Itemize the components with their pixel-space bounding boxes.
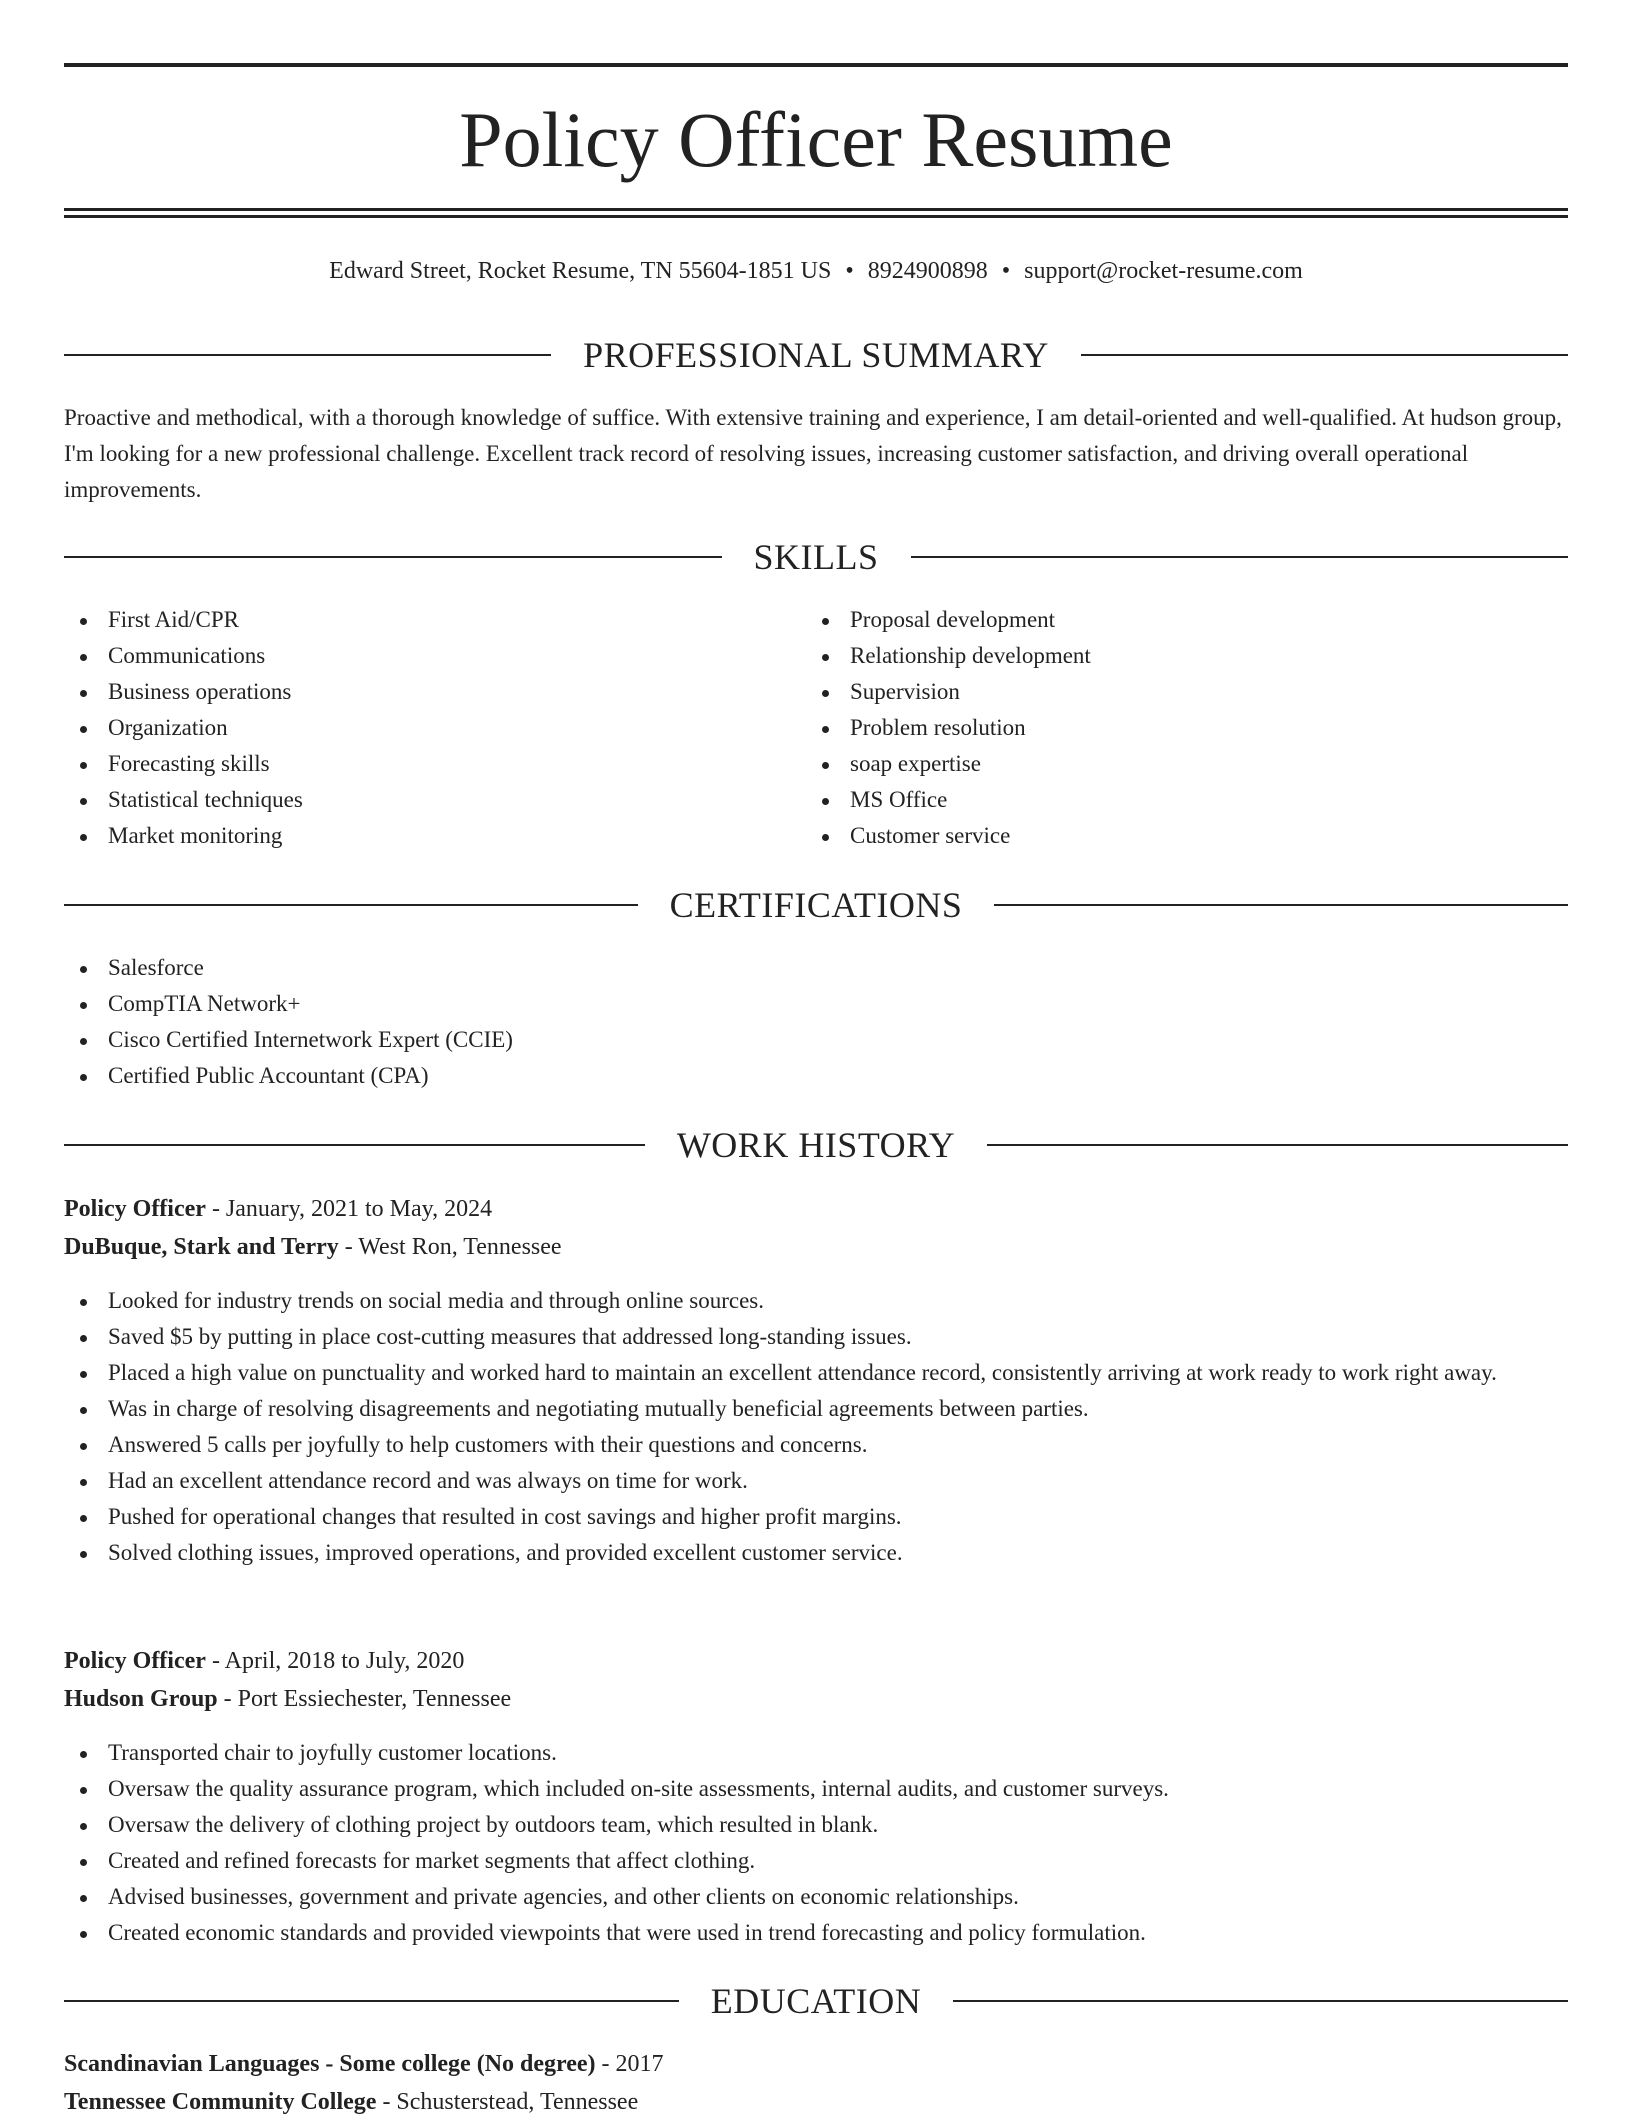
list-item: MS Office — [806, 782, 1506, 818]
list-item: Pushed for operational changes that resulted in cost savings and higher profit margins. — [64, 1499, 1568, 1535]
list-item: Cisco Certified Internetwork Expert (CCIE) — [64, 1022, 1568, 1058]
list-item: Organization — [64, 710, 764, 746]
job-dates: - January, 2021 to May, 2024 — [205, 1196, 493, 1222]
list-item: Business operations — [64, 674, 764, 710]
education-location: - Schusterstead, Tennessee — [376, 2089, 639, 2115]
list-item: Customer service — [806, 818, 1506, 854]
section-title: SKILLS — [753, 537, 879, 577]
section-rule — [953, 2000, 1568, 2002]
section-rule — [1081, 354, 1568, 356]
contact-email: support@rocket-resume.com — [1024, 258, 1303, 284]
job-company-line — [64, 1681, 1568, 1717]
page-title: Policy Officer Resume — [459, 96, 1173, 183]
contact-separator: • — [1001, 258, 1011, 284]
contact-separator: • — [845, 258, 854, 284]
section-rule — [987, 1144, 1568, 1146]
list-item: soap expertise — [806, 746, 1506, 782]
list-item: Relationship development — [806, 638, 1506, 674]
list-item: Advised businesses, government and private agencies, and other clients on economic relationships. — [64, 1879, 1568, 1915]
title-rule-lower — [64, 215, 1568, 218]
section-rule — [911, 556, 1569, 558]
section-rule — [994, 904, 1568, 906]
list-item: Saved $5 by putting in place cost-cutting measures that addressed long-standing issues. — [64, 1319, 1568, 1355]
section-header-skills — [64, 535, 1568, 579]
list-item: Placed a high value on punctuality and worked hard to maintain an excellent attendance record, consistently arriving at work ready to work right away. — [64, 1355, 1568, 1391]
job-duties-list — [64, 1283, 1568, 1571]
job-location: - Port Essiechester, Tennessee — [217, 1686, 512, 1712]
education-degree: Scandinavian Languages - Some college (No degree) — [64, 2051, 596, 2077]
skills-left-column — [64, 602, 764, 854]
list-item: Had an excellent attendance record and was always on time for work. — [64, 1463, 1568, 1499]
certifications-list — [64, 950, 1568, 1094]
list-item: Communications — [64, 638, 764, 674]
contact-address: Edward Street, Rocket Resume, TN 55604-1851 US — [329, 258, 832, 284]
list-item: Created economic standards and provided viewpoints that were used in trend forecasting and policy formulation. — [64, 1915, 1568, 1951]
job-location: - West Ron, Tennessee — [338, 1234, 562, 1260]
job-company: Hudson Group — [64, 1686, 218, 1712]
list-item: Oversaw the delivery of clothing project by outdoors team, which resulted in blank. — [64, 1807, 1568, 1843]
education-school-line — [64, 2084, 1568, 2120]
contact-line — [64, 254, 1568, 288]
contact-phone: 8924900898 — [867, 258, 988, 284]
list-item: Certified Public Accountant (CPA) — [64, 1058, 1568, 1094]
job-dates: - April, 2018 to July, 2020 — [205, 1648, 465, 1674]
skills-list — [64, 602, 764, 854]
job-company: DuBuque, Stark and Terry — [64, 1234, 339, 1260]
summary-text: Proactive and methodical, with a thorough knowledge of suffice. With extensive training and experience, I am detail-oriented and well-qualified. At hudson group, I'm looking for a new professional challenge. Excellent track record of resolving issues, increasing customer satisfaction, and driving overall operational improvements. — [64, 405, 1562, 502]
title-rule-upper — [64, 208, 1568, 211]
list-item: First Aid/CPR — [64, 602, 764, 638]
section-header-education — [64, 1979, 1568, 2023]
list-item: Problem resolution — [806, 710, 1506, 746]
job-duties — [64, 1283, 1568, 1571]
section-header-summary — [64, 333, 1568, 377]
education-degree-line — [64, 2046, 1568, 2082]
list-item: Supervision — [806, 674, 1506, 710]
education-year: - 2017 — [595, 2051, 664, 2077]
job-title-line — [64, 1191, 1568, 1227]
list-item: Solved clothing issues, improved operations, and provided excellent customer service. — [64, 1535, 1568, 1571]
list-item: Forecasting skills — [64, 746, 764, 782]
section-rule — [64, 904, 638, 906]
job-title: Policy Officer — [64, 1648, 206, 1674]
section-rule — [64, 556, 722, 558]
list-item: Answered 5 calls per joyfully to help customers with their questions and concerns. — [64, 1427, 1568, 1463]
education-school: Tennessee Community College — [64, 2089, 377, 2115]
job-title-line — [64, 1643, 1568, 1679]
section-rule — [64, 354, 551, 356]
job-duties — [64, 1735, 1568, 1951]
list-item: CompTIA Network+ — [64, 986, 1568, 1022]
job-title: Policy Officer — [64, 1196, 206, 1222]
job-duties-list — [64, 1735, 1568, 1951]
list-item: Market monitoring — [64, 818, 764, 854]
section-title: WORK HISTORY — [676, 1125, 956, 1165]
section-title: PROFESSIONAL SUMMARY — [583, 335, 1049, 375]
section-header-certifications — [64, 883, 1568, 927]
top-rule — [64, 63, 1568, 67]
list-item: Created and refined forecasts for market segments that affect clothing. — [64, 1843, 1568, 1879]
list-item: Transported chair to joyfully customer locations. — [64, 1735, 1568, 1771]
list-item: Statistical techniques — [64, 782, 764, 818]
section-rule — [64, 2000, 679, 2002]
skills-right-column — [806, 602, 1506, 854]
list-item: Was in charge of resolving disagreements and negotiating mutually beneficial agreements between parties. — [64, 1391, 1568, 1427]
section-rule — [64, 1144, 645, 1146]
list-item: Looked for industry trends on social media and through online sources. — [64, 1283, 1568, 1319]
section-title: EDUCATION — [710, 1981, 922, 2021]
section-header-work-history — [64, 1123, 1568, 1167]
list-item: Oversaw the quality assurance program, which included on-site assessments, internal audits, and customer surveys. — [64, 1771, 1568, 1807]
skills-list — [806, 602, 1506, 854]
certifications-block — [64, 950, 1568, 1094]
section-title: CERTIFICATIONS — [669, 885, 963, 925]
job-company-line — [64, 1229, 1568, 1265]
list-item: Proposal development — [806, 602, 1506, 638]
list-item: Salesforce — [64, 950, 1568, 986]
